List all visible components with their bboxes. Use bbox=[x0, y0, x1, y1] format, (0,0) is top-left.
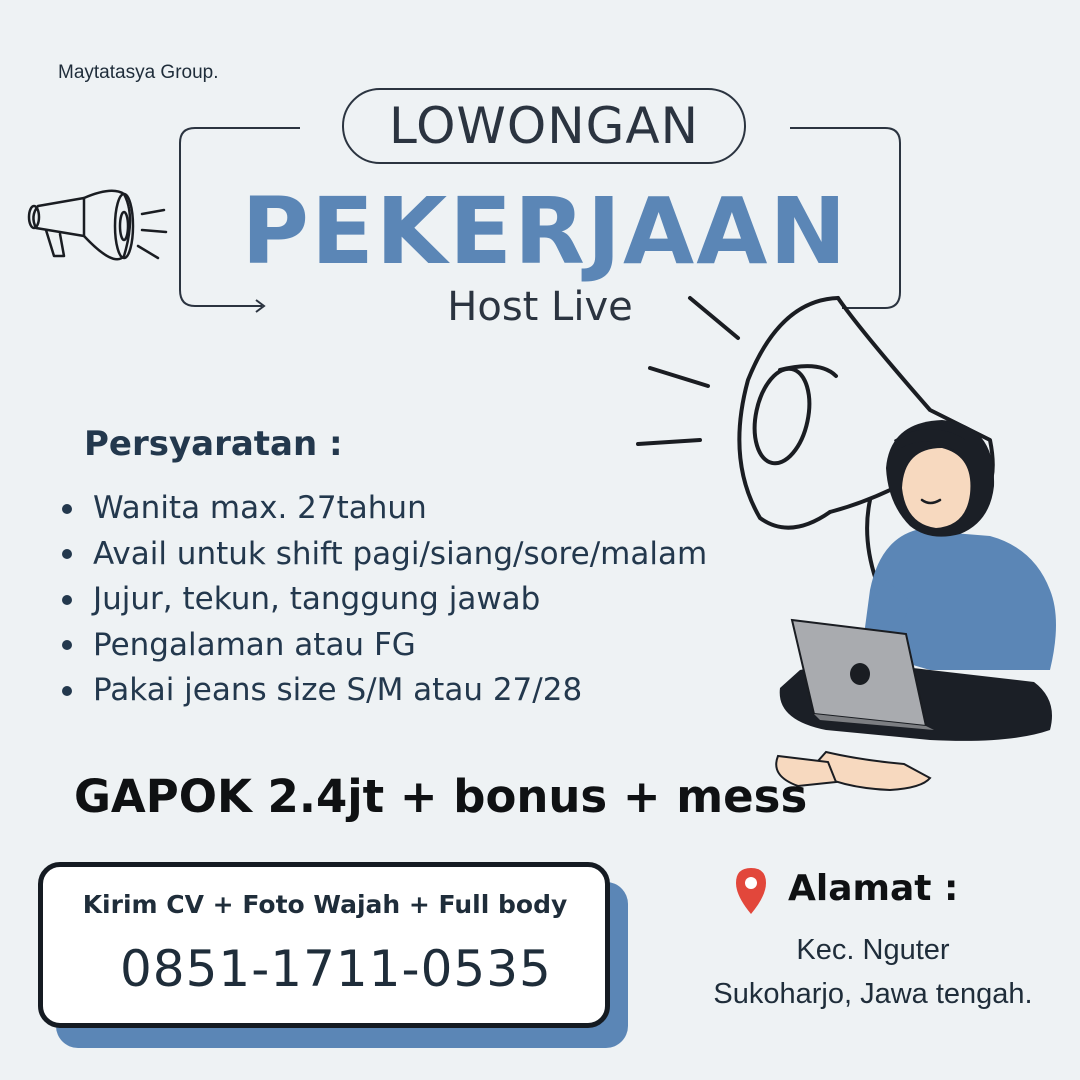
bullet-icon bbox=[62, 504, 72, 514]
bullet-icon bbox=[62, 640, 72, 650]
company-name: Maytatasya Group. bbox=[58, 62, 219, 83]
address-line-1: Kec. Nguter bbox=[796, 934, 950, 966]
list-item: Jujur, tekun, tanggung jawab bbox=[62, 577, 707, 623]
phone-number[interactable]: 0851-1711-0535 bbox=[120, 940, 552, 998]
bullet-icon bbox=[62, 595, 72, 605]
megaphone-icon bbox=[24, 186, 174, 286]
salary-text: GAPOK 2.4jt + bonus + mess bbox=[74, 770, 808, 823]
page-title: PEKERJAAN bbox=[241, 178, 849, 285]
location-pin-icon bbox=[734, 866, 768, 916]
contact-instruction: Kirim CV + Foto Wajah + Full body bbox=[82, 890, 568, 919]
list-item: Avail untuk shift pagi/siang/sore/malam bbox=[62, 532, 707, 578]
address-line-2: Sukoharjo, Jawa tengah. bbox=[713, 978, 1033, 1010]
vacancy-badge: LOWONGAN bbox=[342, 88, 746, 164]
list-item: Pakai jeans size S/M atau 27/28 bbox=[62, 668, 707, 714]
address-title: Alamat : bbox=[788, 868, 959, 909]
list-item: Wanita max. 27tahun bbox=[62, 486, 707, 532]
requirements-list bbox=[62, 486, 707, 714]
bullet-icon bbox=[62, 686, 72, 696]
requirements-title: Persyaratan : bbox=[84, 424, 343, 464]
bullet-icon bbox=[62, 549, 72, 559]
job-position: Host Live bbox=[447, 284, 633, 330]
list-item: Pengalaman atau FG bbox=[62, 623, 707, 669]
